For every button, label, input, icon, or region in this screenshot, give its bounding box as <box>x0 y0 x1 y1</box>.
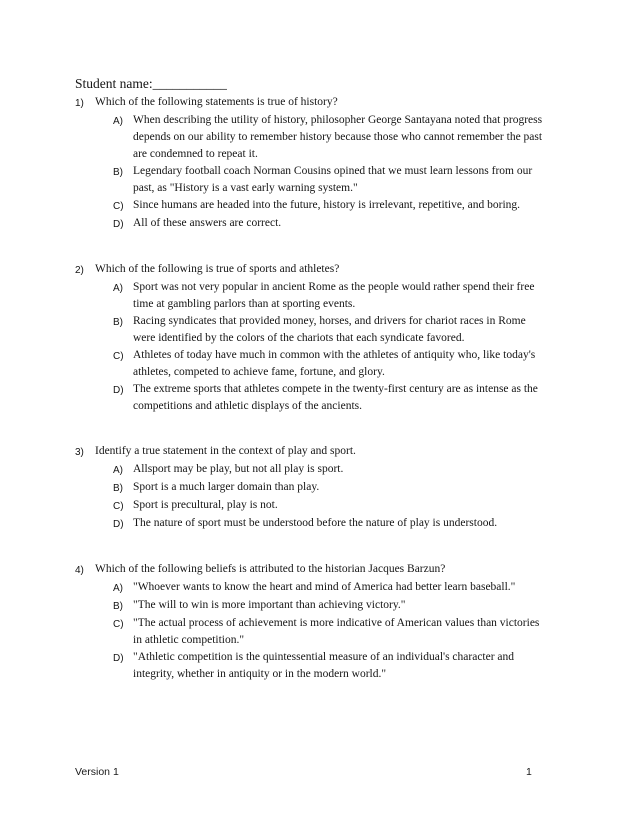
question-stem <box>75 94 547 112</box>
question-stem <box>75 261 547 279</box>
option-letter: B) <box>113 167 123 178</box>
footer-page-number: 1 <box>526 766 532 778</box>
option-text: Legendary football coach Norman Cousins opined that we must learn lessons from our past, as "History is a vast early warning system." <box>133 165 533 194</box>
option-letter: C) <box>113 201 124 212</box>
question-text: Which of the following is true of sports and athletes? <box>95 263 340 275</box>
option-text: Since humans are headed into the future, history is irrelevant, repetitive, and boring. <box>133 199 521 211</box>
option-text: Athletes of today have much in common with the athletes of antiquity who, like today's athletes, competed to achieve fame, fortune, and glory. <box>133 349 536 378</box>
answer-option <box>113 279 547 313</box>
option-text: When describing the utility of history, philosopher George Santayana noted that progress depends on our ability to remember history because those who cannot remember the past are condemned to repeat it. <box>133 114 543 160</box>
answer-option <box>113 461 547 479</box>
question-stem <box>75 561 547 579</box>
option-text: Sport is precultural, play is not. <box>133 499 278 511</box>
option-text: "The will to win is more important than achieving victory." <box>133 599 406 611</box>
option-text: Sport is a much larger domain than play. <box>133 481 320 493</box>
option-text: The nature of sport must be understood before the nature of play is understood. <box>133 517 498 529</box>
option-letter: B) <box>113 317 123 328</box>
option-text: "Whoever wants to know the heart and mind of America had better learn baseball." <box>133 581 516 593</box>
questions-list <box>75 94 547 683</box>
option-letter: D) <box>113 653 124 664</box>
question <box>75 94 547 233</box>
option-text: "The actual process of achievement is more indicative of American values than victories in athletic competition." <box>133 617 540 646</box>
option-letter: A) <box>113 116 123 127</box>
student-name-blank-field[interactable]: ___________ <box>152 76 227 91</box>
option-text: Racing syndicates that provided money, horses, and drivers for chariot races in Rome were identified by the colors of the chariots that each syndicate favored. <box>133 315 526 344</box>
option-text: Allsport may be play, but not all play is sport. <box>133 463 344 475</box>
question-stem <box>75 443 547 461</box>
answer-option <box>113 163 547 197</box>
question <box>75 561 547 683</box>
answer-option <box>113 515 547 533</box>
answer-option <box>113 649 547 683</box>
question-number: 2) <box>75 265 84 276</box>
option-letter: A) <box>113 465 123 476</box>
option-text: The extreme sports that athletes compete in the twenty-first century are as intense as the competitions and athletic displays of the ancients. <box>133 383 538 412</box>
student-name-line <box>75 74 547 94</box>
footer-version-label: Version 1 <box>75 766 119 778</box>
page-content <box>75 74 547 683</box>
option-text: All of these answers are correct. <box>133 217 282 229</box>
option-letter: B) <box>113 601 123 612</box>
answer-option <box>113 615 547 649</box>
question <box>75 261 547 415</box>
option-letter: A) <box>113 583 123 594</box>
option-letter: B) <box>113 483 123 494</box>
answer-option <box>113 197 547 215</box>
question-number: 3) <box>75 447 84 458</box>
question-number: 4) <box>75 565 84 576</box>
answer-option <box>113 479 547 497</box>
option-letter: C) <box>113 501 124 512</box>
answer-option <box>113 112 547 163</box>
answer-option <box>113 381 547 415</box>
question-text: Identify a true statement in the context of play and sport. <box>95 445 356 457</box>
answer-option <box>113 347 547 381</box>
option-letter: D) <box>113 385 124 396</box>
answer-option <box>113 579 547 597</box>
option-letter: A) <box>113 283 123 294</box>
answer-option <box>113 497 547 515</box>
question <box>75 443 547 533</box>
student-name-label: Student name: <box>75 76 153 91</box>
question-text: Which of the following statements is true of history? <box>95 96 338 108</box>
option-text: Sport was not very popular in ancient Rome as the people would rather spend their free time at gambling parlors than at sporting events. <box>133 281 535 310</box>
option-letter: D) <box>113 219 124 230</box>
answer-option <box>113 313 547 347</box>
option-letter: D) <box>113 519 124 530</box>
question-text: Which of the following beliefs is attributed to the historian Jacques Barzun? <box>95 563 446 575</box>
answer-option <box>113 215 547 233</box>
option-letter: C) <box>113 619 124 630</box>
option-text: "Athletic competition is the quintessential measure of an individual's character and integrity, whether in antiquity or in the modern world." <box>133 651 515 680</box>
question-number: 1) <box>75 98 84 109</box>
option-letter: C) <box>113 351 124 362</box>
answer-option <box>113 597 547 615</box>
